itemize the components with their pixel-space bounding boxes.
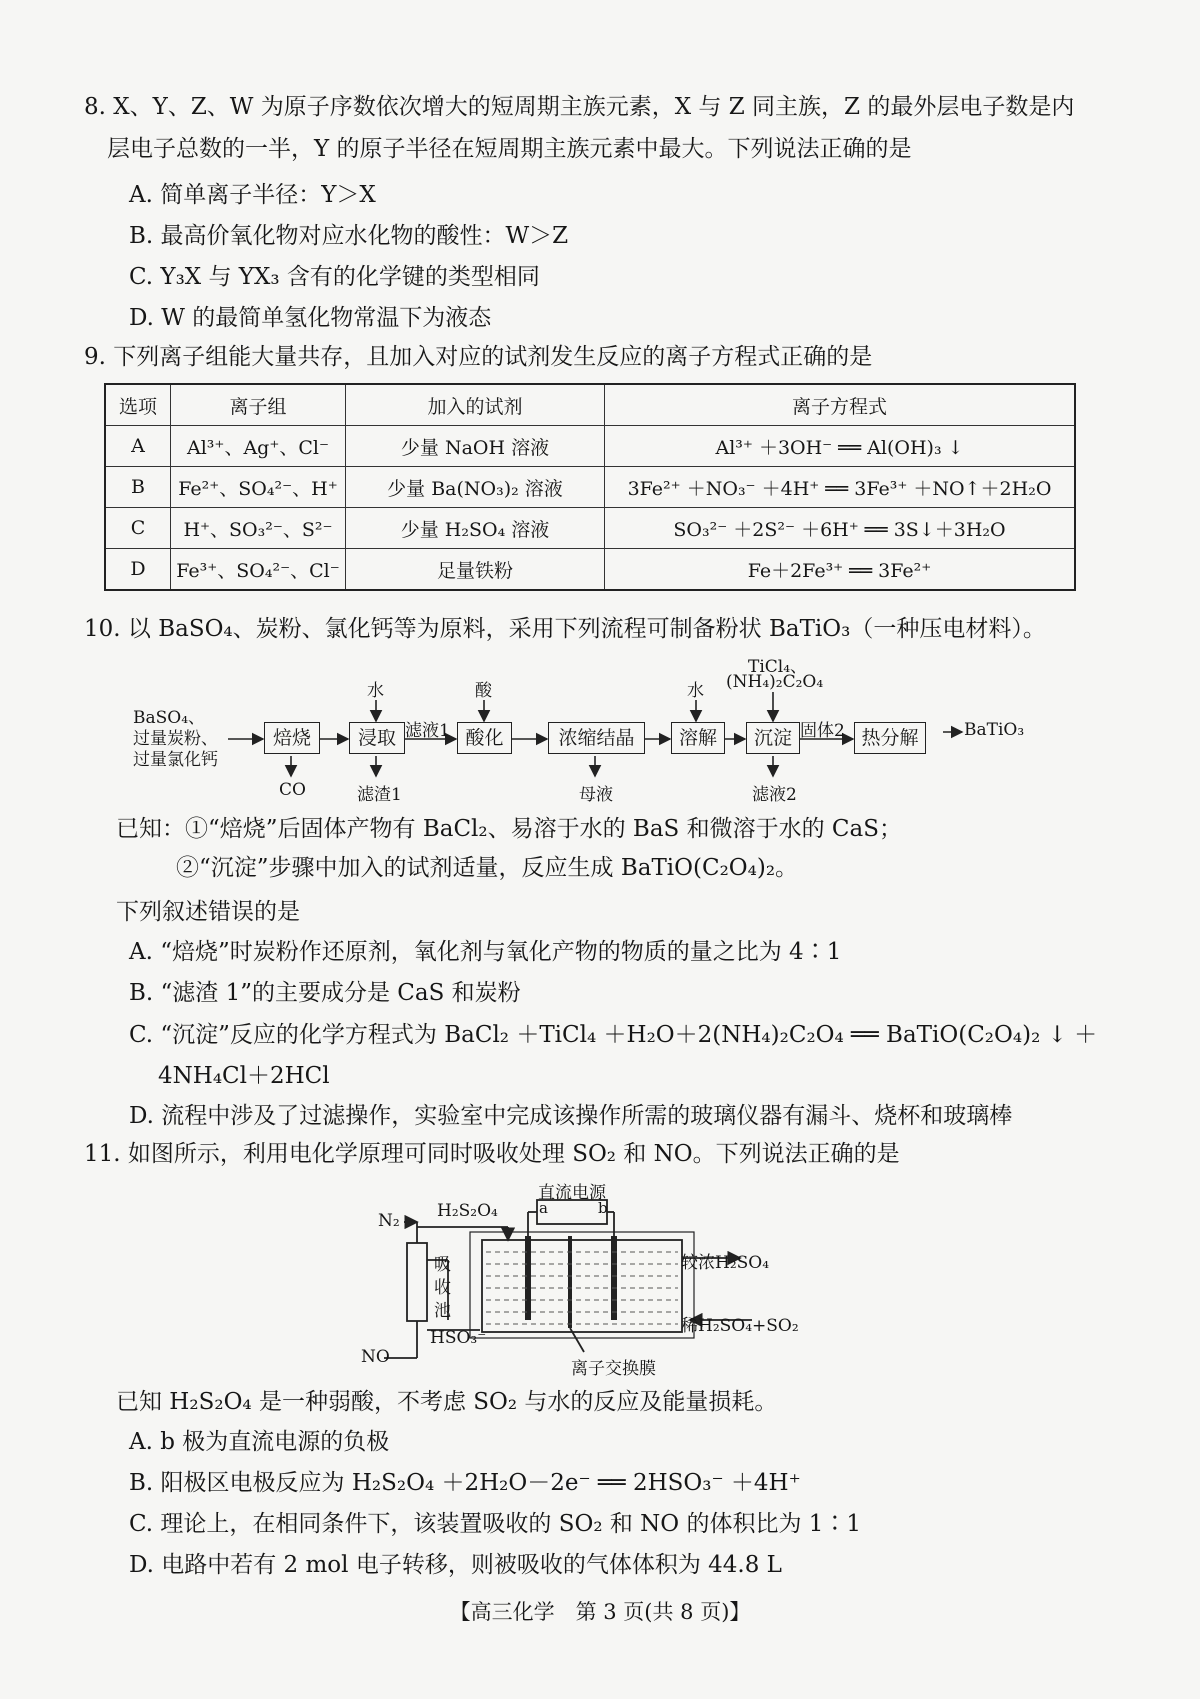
flow-raw-material-2: 过量炭粉、 bbox=[133, 729, 218, 749]
flow-water-2: 水 bbox=[687, 681, 704, 701]
q10-ask: 下列叙述错误的是 bbox=[116, 899, 300, 925]
q11-option-d: D. 电路中若有 2 mol 电子转移，则被吸收的气体体积为 44.8 L bbox=[129, 1552, 782, 1578]
table-cell: SO₃²⁻ ＋2S²⁻ ＋6H⁺ ══ 3S↓＋3H₂O bbox=[605, 508, 1076, 549]
flow-raw-material-3: 过量氯化钙 bbox=[133, 750, 218, 770]
table-cell: C bbox=[105, 508, 171, 549]
flow-acid: 酸 bbox=[475, 681, 492, 701]
flow-step-precipitate: 沉淀 bbox=[746, 722, 800, 754]
diagram-dilute-h2so4: 稀H₂SO₄+SO₂ bbox=[681, 1316, 799, 1336]
diagram-power-label: 直流电源 bbox=[538, 1183, 606, 1203]
flow-step-roasting: 焙烧 bbox=[264, 722, 320, 754]
table-header-cell: 离子方程式 bbox=[605, 384, 1076, 426]
q10-known-1: 已知：①“焙烧”后固体产物有 BaCl₂、易溶于水的 BaS 和微溶于水的 CaS； bbox=[116, 816, 902, 842]
diagram-terminal-b: b bbox=[598, 1199, 608, 1217]
diagram-no: NO bbox=[361, 1347, 390, 1367]
q11-known: 已知 H₂S₂O₄ 是一种弱酸，不考虑 SO₂ 与水的反应及能量损耗。 bbox=[116, 1389, 778, 1415]
q11-stem: 11. 如图所示，利用电化学原理可同时吸收处理 SO₂ 和 NO。下列说法正确的是 bbox=[84, 1141, 900, 1167]
flow-water-1: 水 bbox=[367, 681, 384, 701]
flow-raw-material-1: BaSO₄、 bbox=[133, 708, 206, 728]
diagram-h2s2o4: H₂S₂O₄ bbox=[437, 1201, 498, 1221]
diagram-absorber-char-1: 吸 bbox=[434, 1255, 451, 1275]
diagram-conc-h2so4: 较浓H₂SO₄ bbox=[681, 1253, 770, 1273]
q8-option-c: C. Y₃X 与 YX₃ 含有的化学键的类型相同 bbox=[129, 264, 540, 290]
flow-reagent-1: TiCl₄、 bbox=[748, 657, 808, 677]
diagram-absorber-char-2: 收 bbox=[434, 1278, 451, 1298]
q9-stem: 9. 下列离子组能大量共存，且加入对应的试剂发生反应的离子方程式正确的是 bbox=[84, 344, 873, 370]
q8-stem-line2: 层电子总数的一半，Y 的原子半径在短周期主族元素中最大。下列说法正确的是 bbox=[107, 136, 912, 162]
q10-option-d: D. 流程中涉及了过滤操作，实验室中完成该操作所需的玻璃仪器有漏斗、烧杯和玻璃棒 bbox=[129, 1103, 1013, 1129]
flow-product: BaTiO₃ bbox=[964, 720, 1025, 740]
table-cell: Al³⁺ ＋3OH⁻ ══ Al(OH)₃ ↓ bbox=[605, 426, 1076, 467]
q10-option-c-line1: C. “沉淀”反应的化学方程式为 BaCl₂ ＋TiCl₄ ＋H₂O＋2(NH₄)₂C₂O₄ ══ BaTiO(C₂O₄)₂ ↓ ＋ bbox=[129, 1022, 1098, 1048]
q11-option-a: A. b 极为直流电源的负极 bbox=[129, 1429, 390, 1455]
q10-option-b: B. “滤渣 1”的主要成分是 CaS 和炭粉 bbox=[129, 980, 521, 1006]
q8-option-a: A. 简单离子半径：Y＞X bbox=[129, 182, 376, 208]
q10-known-2: ②“沉淀”步骤中加入的试剂适量，反应生成 BaTiO(C₂O₄)₂。 bbox=[176, 855, 799, 881]
electrolyte-hatching bbox=[486, 1252, 678, 1324]
table-header-cell: 选项 bbox=[105, 384, 171, 426]
q11-option-c: C. 理论上，在相同条件下，该装置吸收的 SO₂ 和 NO 的体积比为 1∶1 bbox=[129, 1511, 862, 1537]
table-header-cell: 离子组 bbox=[171, 384, 346, 426]
table-cell: 少量 Ba(NO₃)₂ 溶液 bbox=[346, 467, 605, 508]
flow-step-leaching: 浸取 bbox=[349, 722, 405, 754]
table-cell: Fe³⁺、SO₄²⁻、Cl⁻ bbox=[171, 549, 346, 591]
diagram-hso3: HSO₃⁻ bbox=[430, 1328, 487, 1348]
flow-filtrate-2: 滤液2 bbox=[752, 785, 797, 805]
flow-step-crystallize: 浓缩结晶 bbox=[548, 722, 645, 754]
flow-filtrate-1: 滤液1 bbox=[405, 721, 450, 741]
diagram-terminal-a: a bbox=[539, 1199, 548, 1217]
flow-reagent-2: (NH₄)₂C₂O₄ bbox=[726, 672, 824, 692]
table-cell: Fe＋2Fe³⁺ ══ 3Fe²⁺ bbox=[605, 549, 1076, 591]
flow-residue-1: 滤渣1 bbox=[357, 785, 402, 805]
table-cell: 少量 H₂SO₄ 溶液 bbox=[346, 508, 605, 549]
flow-step-decompose: 热分解 bbox=[854, 722, 926, 754]
flow-mother-liquor: 母液 bbox=[579, 785, 613, 805]
flow-step-acidify: 酸化 bbox=[457, 722, 512, 754]
flow-step-dissolve: 溶解 bbox=[671, 722, 725, 754]
flow-co: CO bbox=[279, 780, 306, 800]
q10-stem: 10. 以 BaSO₄、炭粉、氯化钙等为原料，采用下列流程可制备粉状 BaTiO₃（一种压电材料）。 bbox=[84, 616, 1046, 642]
q8-option-d: D. W 的最简单氢化物常温下为液态 bbox=[129, 305, 492, 331]
table-cell: D bbox=[105, 549, 171, 591]
table-cell: A bbox=[105, 426, 171, 467]
table-cell: Al³⁺、Ag⁺、Cl⁻ bbox=[171, 426, 346, 467]
table-cell: 3Fe²⁺ ＋NO₃⁻ ＋4H⁺ ══ 3Fe³⁺ ＋NO↑＋2H₂O bbox=[605, 467, 1076, 508]
q11-option-b: B. 阳极区电极反应为 H₂S₂O₄ ＋2H₂O－2e⁻ ══ 2HSO₃⁻ ＋4H⁺ bbox=[129, 1470, 801, 1496]
q10-option-a: A. “焙烧”时炭粉作还原剂，氧化剂与氧化产物的物质的量之比为 4∶1 bbox=[129, 939, 842, 965]
flow-solid-2: 固体2 bbox=[800, 721, 845, 741]
table-cell: H⁺、SO₃²⁻、S²⁻ bbox=[171, 508, 346, 549]
diagram-n2: N₂ bbox=[378, 1211, 400, 1231]
q8-option-b: B. 最高价氧化物对应水化物的酸性：W＞Z bbox=[129, 223, 569, 249]
page-footer: 【高三化学 第 3 页(共 8 页)】 bbox=[449, 1600, 751, 1624]
diagram-absorber-char-3: 池 bbox=[434, 1301, 451, 1321]
table-cell: 足量铁粉 bbox=[346, 549, 605, 591]
table-cell: B bbox=[105, 467, 171, 508]
table-cell: 少量 NaOH 溶液 bbox=[346, 426, 605, 467]
table-cell: Fe²⁺、SO₄²⁻、H⁺ bbox=[171, 467, 346, 508]
table-header-cell: 加入的试剂 bbox=[346, 384, 605, 426]
diagram-membrane: 离子交换膜 bbox=[571, 1359, 656, 1379]
q10-option-c-line2: 4NH₄Cl＋2HCl bbox=[158, 1063, 330, 1089]
q8-stem-line1: 8. X、Y、Z、W 为原子序数依次增大的短周期主族元素，X 与 Z 同主族，Z 的最外层电子数是内 bbox=[84, 94, 1075, 120]
